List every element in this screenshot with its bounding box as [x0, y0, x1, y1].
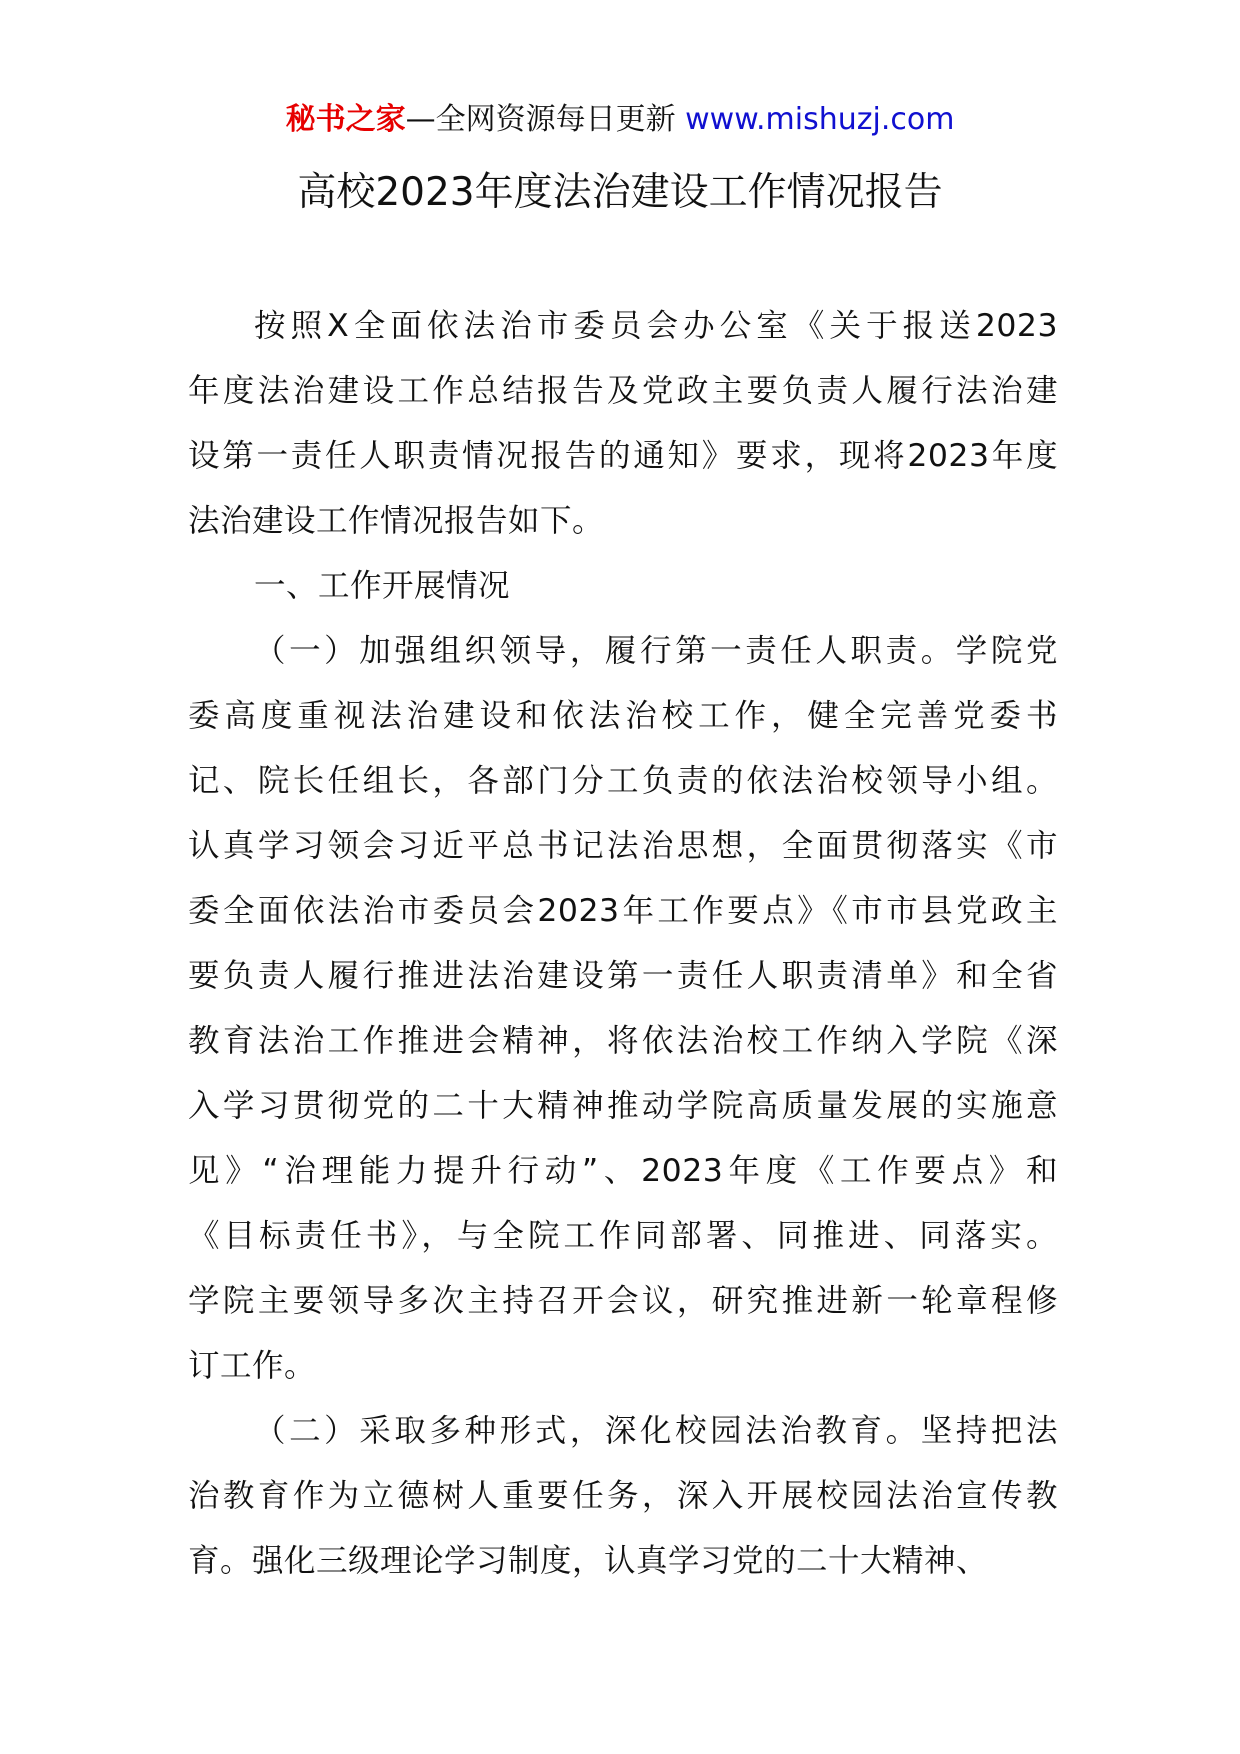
paragraph-line: 见》“治理能力提升行动”、2023年度《工作要点》和 — [188, 1153, 1058, 1189]
paragraph-line: 育。强化三级理论学习制度，认真学习党的二十大精神、 — [188, 1543, 989, 1579]
site-header — [0, 100, 1240, 140]
document-title: 高校2023年度法治建设工作情况报告 — [297, 170, 943, 215]
paragraph-line: 《目标责任书》，与全院工作同部署、同推进、同落实。 — [188, 1218, 1058, 1254]
paragraph-line: 一、工作开展情况 — [254, 568, 511, 604]
paragraph-line: 设第一责任人职责情况报告的通知》要求，现将2023年度 — [188, 438, 1058, 474]
paragraph-line: 按照X全面依法治市委员会办公室《关于报送2023 — [254, 308, 1058, 344]
paragraph — [188, 619, 1058, 1399]
paragraph — [188, 554, 1058, 619]
paragraph-line: 订工作。 — [188, 1348, 317, 1384]
paragraph-line: 教育法治工作推进会精神，将依法治校工作纳入学院《深 — [188, 1023, 1058, 1059]
paragraph-line: 法治建设工作情况报告如下。 — [188, 503, 605, 539]
paragraph-line: 记、院长任组长，各部门分工负责的依法治校领导小组。 — [188, 763, 1058, 799]
paragraph-line: 认真学习领会习近平总书记法治思想，全面贯彻落实《市 — [188, 828, 1058, 864]
site-url-link[interactable]: www.mishuzj.com — [685, 102, 955, 137]
paragraph-line: 委高度重视法治建设和依法治校工作，健全完善党委书 — [188, 698, 1058, 734]
paragraph — [188, 294, 1058, 554]
paragraph-line: 年度法治建设工作总结报告及党政主要负责人履行法治建 — [188, 373, 1058, 409]
header-tagline: —全网资源每日更新 — [405, 102, 676, 137]
paragraph-line: 治教育作为立德树人重要任务，深入开展校园法治宣传教 — [188, 1478, 1058, 1514]
paragraph-line: （二）采取多种形式，深化校园法治教育。坚持把法 — [254, 1413, 1058, 1449]
paragraph — [188, 1399, 1058, 1594]
paragraph-line: 学院主要领导多次主持召开会议，研究推进新一轮章程修 — [188, 1283, 1058, 1319]
document-body — [188, 294, 1058, 1594]
paragraph-line: 入学习贯彻党的二十大精神推动学院高质量发展的实施意 — [188, 1088, 1058, 1124]
paragraph-line: 委全面依法治市委员会2023年工作要点》《市市县党政主 — [188, 893, 1058, 929]
paragraph-line: （一）加强组织领导，履行第一责任人职责。学院党 — [254, 633, 1058, 669]
brand-name: 秘书之家 — [285, 102, 406, 137]
paragraph-line: 要负责人履行推进法治建设第一责任人职责清单》和全省 — [188, 958, 1058, 994]
